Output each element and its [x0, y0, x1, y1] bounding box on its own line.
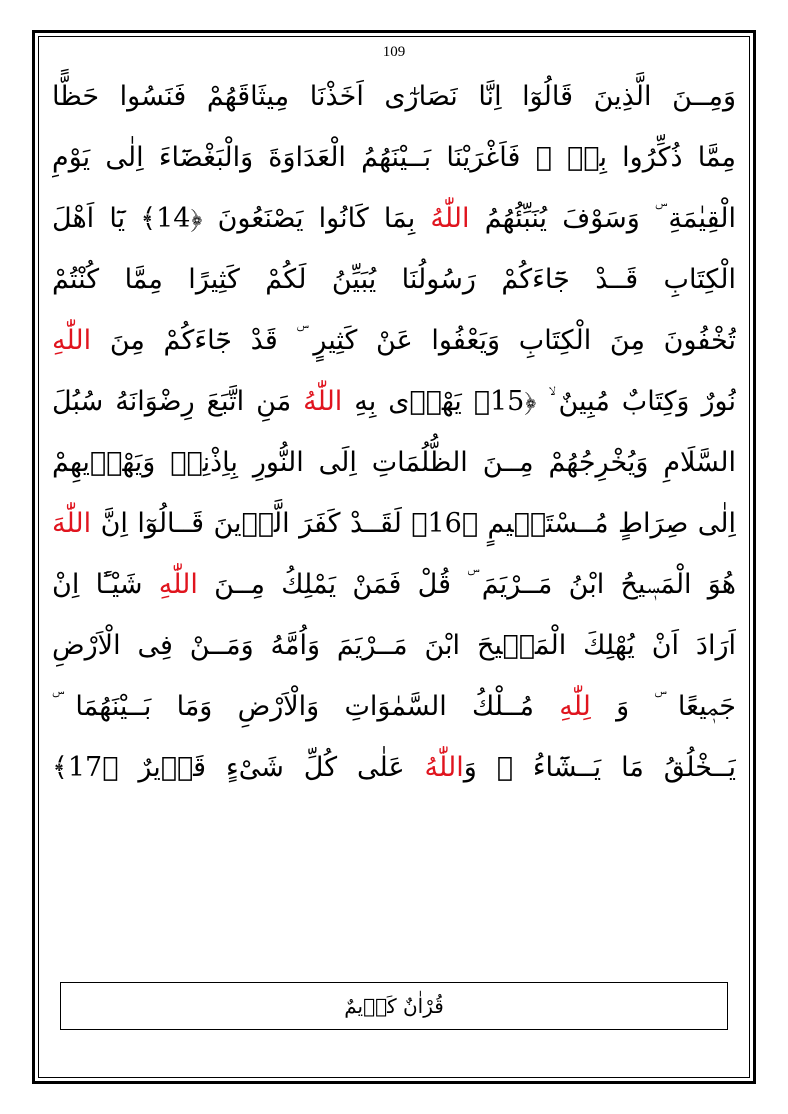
- verse-text: هُوَ الْمَسٖيحُ ابْنُ مَــرْيَمَ ۜ قُلْ فَمَنْ يَمْلِكُ مِــنَ: [197, 569, 736, 600]
- verse-line: [52, 371, 736, 432]
- verse-line: [52, 188, 736, 249]
- verse-line: [52, 615, 736, 676]
- verse-text: مَنِ اتَّبَعَ رِضْوَانَهُ سُبُلَ: [52, 386, 304, 417]
- verse-text: وَمِــنَ الَّذِينَ قَالُوٓا اِنَّا نَصَارٰٓى اَخَذْنَا مِيثَاقَهُمْ فَنَسُوا حَظًّا: [52, 81, 736, 112]
- verse-text: الْقِيٰمَةِ ۜ وَسَوْفَ يُنَبِّئُهُمُ: [469, 203, 736, 234]
- verse-line: [52, 432, 736, 493]
- divine-name-text: اللّٰهِ: [158, 569, 198, 600]
- divine-name-text: اللّٰهُ: [303, 386, 343, 417]
- page-number: 109: [382, 44, 406, 60]
- divine-name-text: اللّٰهُ: [424, 752, 464, 783]
- verse-text: تُخْفُونَ مِنَ الْكِتَابِ وَيَعْفُوا عَنْ كَثِيرٍ ۜ قَدْ جَٓاءَكُمْ مِنَ: [91, 325, 736, 356]
- verse-text: يَــخْلُقُ مَا يَــشَٓاءُ ۜ وَ: [463, 752, 736, 783]
- verse-text: جَمٖيعًا ۜ وَ: [590, 691, 736, 722]
- verse-text: مُــلْكُ السَّمٰوَاتِ وَالْاَرْضِ وَمَا بَــيْنَهُمَا ۜ: [52, 691, 560, 722]
- verse-line: [52, 66, 736, 127]
- verse-text: نُورٌ وَكِتَابٌ مُبِينٌ ۙ ﴿15﴾ يَهْدٖى بِهِ: [342, 386, 736, 417]
- verse-line: [52, 127, 736, 188]
- verse-text: بِمَا كَانُوا يَصْنَعُونَ ﴿14﴾ يَٓا اَهْلَ: [52, 203, 431, 234]
- verse-line: [52, 737, 736, 798]
- verse-line: [52, 310, 736, 371]
- verse-text: السَّلَامِ وَيُخْرِجُهُمْ مِــنَ الظُّلُمَاتِ اِلَى النُّورِ بِاِذْنِهٖ وَيَهْدٖيهِمْ: [52, 447, 736, 478]
- footer-title: قُرْاٰنٌ كَرٖيمٌ: [344, 994, 444, 1018]
- divine-name-text: اللّٰهُ: [430, 203, 470, 234]
- verse-text: اَرَادَ اَنْ يُهْلِكَ الْمَسٖيحَ ابْنَ مَــرْيَمَ وَاُمَّهُ وَمَــنْ فِى الْاَرْضِ: [52, 630, 736, 661]
- verse-line: [52, 249, 736, 310]
- verse-line: [52, 554, 736, 615]
- verse-line: [52, 493, 736, 554]
- footer-title-box: [60, 982, 728, 1030]
- verse-text: اِلٰى صِرَاطٍ مُــسْتَقٖيمٍ ﴿16﴾ لَقَــدْ كَفَرَ الَّذٖينَ قَــالُوٓا اِنَّ: [91, 508, 736, 539]
- divine-name-text: لِلّٰهِ: [559, 691, 591, 722]
- verse-line: [52, 676, 736, 737]
- divine-name-text: اللّٰهَ: [52, 508, 92, 539]
- verse-text: عَلٰى كُلِّ شَىْءٍ قَدٖيرٌ ﴿17﴾: [52, 752, 425, 783]
- quran-text-block: [52, 66, 736, 798]
- verse-text: شَيْـًٔا اِنْ: [52, 569, 159, 600]
- divine-name-text: اللّٰهِ: [52, 325, 92, 356]
- verse-text: مِمَّا ذُكِّرُوا بِهٖ ۚ فَاَغْرَيْنَا بَــيْنَهُمُ الْعَدَاوَةَ وَالْبَغْضَٓاءَ اِلٰى يَوْمِ: [52, 142, 736, 173]
- verse-text: الْكِتَابِ قَــدْ جَٓاءَكُمْ رَسُولُنَا يُبَيِّنُ لَكُمْ كَثِيرًا مِمَّا كُنْتُمْ: [52, 264, 736, 295]
